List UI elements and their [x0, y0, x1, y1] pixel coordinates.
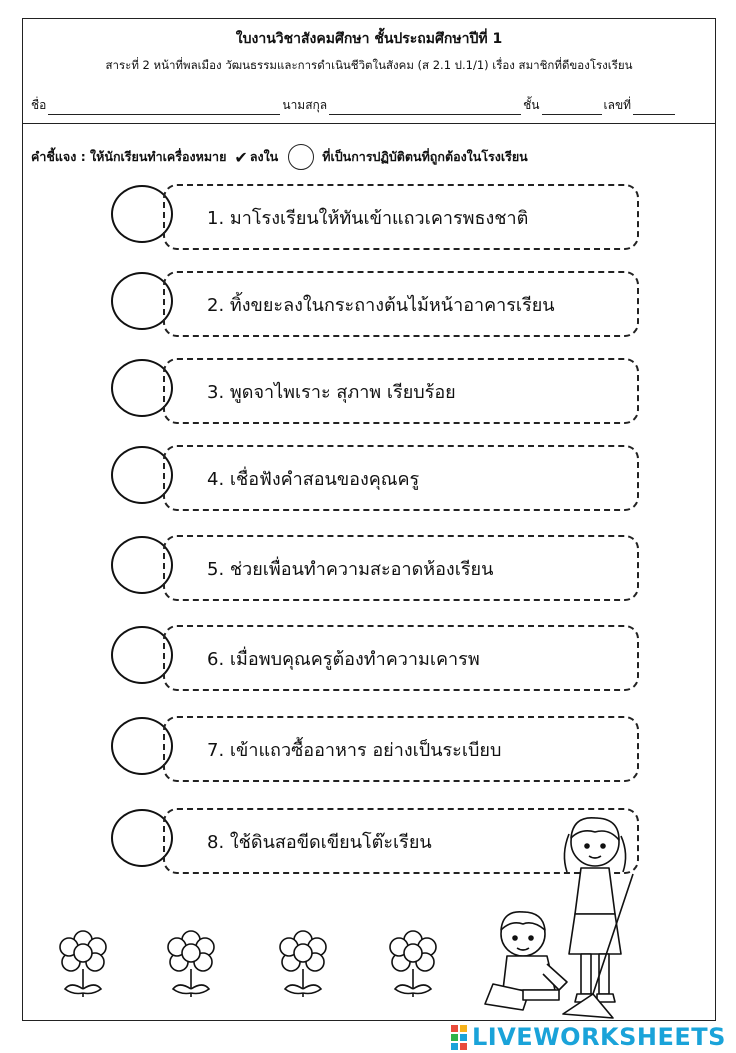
- statement-text: 2. ทิ้งขยะลงในกระถางต้นไม้หน้าอาคารเรียน: [207, 294, 555, 316]
- statement-text: 3. พูดจาไพเราะ สุภาพ เรียบร้อย: [207, 381, 456, 403]
- statement-box: [163, 535, 639, 601]
- statement-text: 6. เมื่อพบคุณครูต้องทำความเคารพ: [207, 648, 480, 670]
- list-item: [23, 535, 715, 603]
- instruction-suffix: ที่เป็นการปฏิบัติตนที่ถูกต้องในโรงเรียน: [322, 149, 528, 164]
- name-label: ชื่อ: [31, 98, 47, 112]
- list-item: [23, 358, 715, 426]
- list-item: [23, 625, 715, 693]
- flower-decoration: [53, 929, 473, 1009]
- statement-text: 1. มาโรงเรียนให้ทันเข้าแถวเคารพธงชาติ: [207, 207, 529, 229]
- list-item: [23, 184, 715, 252]
- statement-box: [163, 625, 639, 691]
- statement-box: [163, 445, 639, 511]
- answer-circle-icon: [288, 144, 314, 170]
- statement-text: 5. ช่วยเพื่อนทำความสะอาดห้องเรียน: [207, 558, 494, 580]
- flower-icon: [53, 929, 113, 1001]
- list-item: [23, 716, 715, 784]
- class-field[interactable]: [542, 100, 602, 115]
- statement-box: [163, 716, 639, 782]
- student-info-row: [31, 95, 707, 115]
- instruction-line: [31, 145, 711, 169]
- children-cleaning-illustration: [463, 814, 683, 1024]
- list-item: [23, 271, 715, 339]
- name-field[interactable]: [48, 100, 280, 115]
- number-label: เลขที่: [603, 98, 632, 112]
- worksheet-frame: [22, 18, 726, 1051]
- instruction-prefix: คำชี้แจง : ให้นักเรียนทำเครื่องหมาย: [31, 149, 227, 164]
- worksheet-title: ใบงานวิชาสังคมศึกษา ชั้นประถมศึกษาปีที่ 1: [235, 31, 503, 47]
- liveworksheets-logo: [451, 1021, 726, 1053]
- logo-text: LIVEWORKSHEETS: [472, 1023, 726, 1051]
- surname-field[interactable]: [329, 100, 521, 115]
- flower-icon: [161, 929, 221, 1001]
- statement-text: 8. ใช้ดินสอขีดเขียนโต๊ะเรียน: [207, 831, 432, 853]
- class-label: ชั้น: [523, 98, 540, 112]
- statement-text: 4. เชื่อฟังคำสอนของคุณครู: [207, 468, 420, 490]
- logo-grid-icon: [451, 1025, 467, 1050]
- check-mark-icon: ✔: [234, 147, 248, 167]
- surname-label: นามสกุล: [282, 98, 328, 112]
- statement-box: [163, 271, 639, 337]
- instruction-mid: ลงใน: [249, 149, 279, 164]
- flower-icon: [383, 929, 443, 1001]
- statement-text: 7. เข้าแถวซื้ออาหาร อย่างเป็นระเบียบ: [207, 739, 502, 761]
- number-field[interactable]: [633, 100, 675, 115]
- list-item: [23, 445, 715, 513]
- worksheet-header: [23, 19, 715, 124]
- flower-icon: [273, 929, 333, 1001]
- statement-box: [163, 184, 639, 250]
- worksheet-subtitle: สาระที่ 2 หน้าที่พลเมือง วัฒนธรรมและการดำเนินชีวิตในสังคม (ส 2.1 ป.1/1) เรื่อง สมาชิกที่ดีของโรงเรียน: [105, 58, 633, 72]
- statement-box: [163, 358, 639, 424]
